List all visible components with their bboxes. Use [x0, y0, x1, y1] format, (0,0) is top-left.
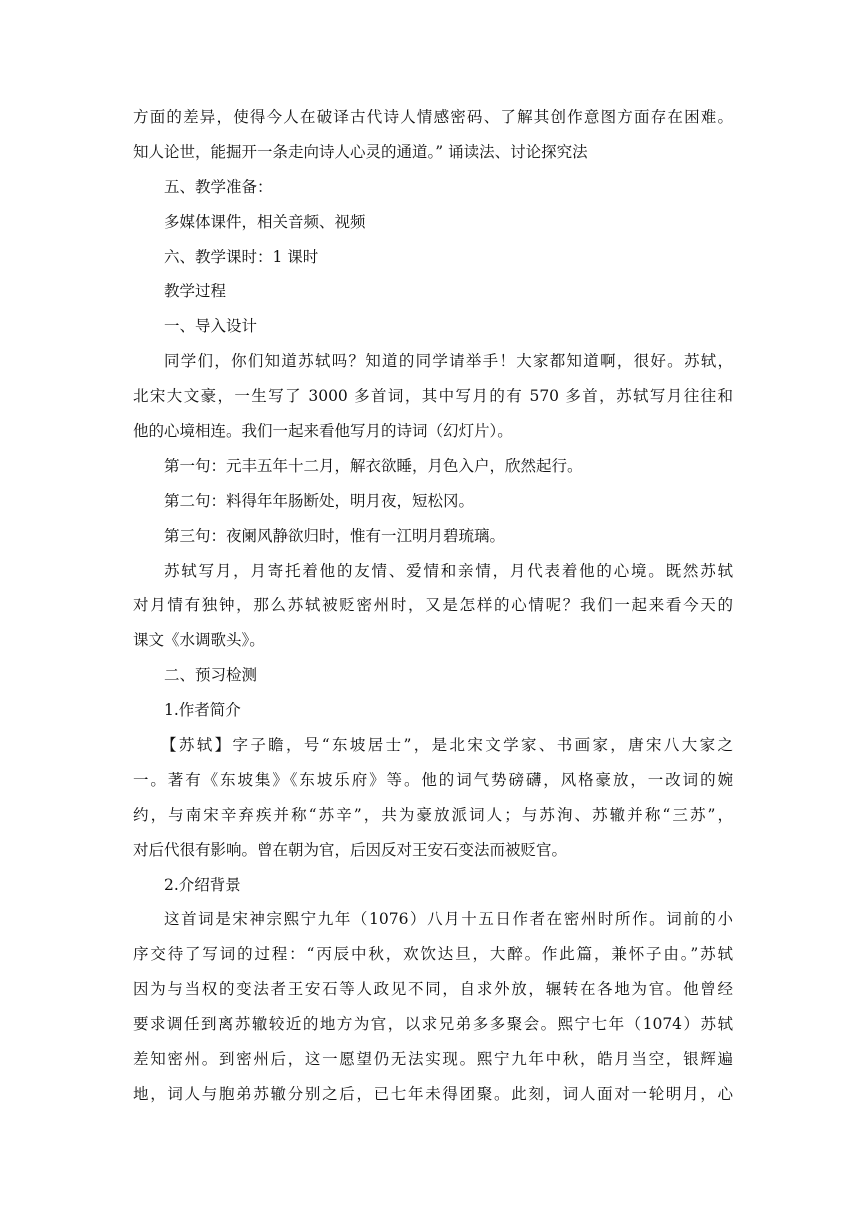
text-line-21: 约，与南宋辛弃疾并称“苏辛”，共为豪放派词人；与苏洵、苏辙并称“三苏”，	[133, 805, 733, 824]
text-line-15: 对月情有独钟，那么苏轼被贬密州时，又是怎样的心情呢？我们一起来看今天的	[133, 596, 733, 615]
text-line-28: 差知密州。到密州后，这一愿望仍无法实现。熙宁九年中秋，皓月当空，银辉遍	[133, 1050, 733, 1069]
text-line-25: 序交待了写词的过程：“丙辰中秋，欢饮达旦，大醉。作此篇，兼怀子由。”苏轼	[133, 945, 733, 964]
text-line-22: 对后代很有影响。曾在朝为官，后因反对王安石变法而被贬官。	[133, 840, 568, 859]
text-line-27: 要求调任到离苏辙较近的地方为官，以求兄弟多多聚会。熙宁七年（1074）苏轼	[133, 1015, 733, 1034]
text-line-16: 课文《水调歌头》。	[133, 631, 265, 650]
text-line-20: 一。著有《东坡集》《东坡乐府》等。他的词气势磅礴，风格豪放，一改词的婉	[133, 770, 733, 789]
text-line-4: 多媒体课件，相关音频、视频	[164, 212, 366, 231]
heading-introduction-design: 一、导入设计	[164, 317, 258, 336]
heading-teaching-preparation: 五、教学准备：	[164, 177, 273, 196]
heading-preview-check: 二、预习检测	[164, 666, 258, 685]
text-line-11: 第一句：元丰五年十二月，解衣欲睡，月色入户，欣然起行。	[164, 456, 583, 475]
text-line-29: 地，词人与胞弟苏辙分别之后，已七年未得团聚。此刻，词人面对一轮明月，心	[133, 1084, 733, 1103]
heading-teaching-hours: 六、教学课时：1 课时	[164, 247, 319, 266]
document-page	[133, 100, 733, 1112]
text-line-14: 苏轼写月，月寄托着他的友情、爱情和亲情，月代表着他的心境。既然苏轼	[164, 561, 733, 580]
text-line-13: 第三句：夜阑风静欲归时，惟有一江明月碧琉璃。	[164, 526, 506, 545]
text-line-9: 北宋大文豪，一生写了 3000 多首词，其中写月的有 570 多首，苏轼写月往往和	[133, 387, 733, 406]
text-line-1: 方面的差异，使得今人在破译古代诗人情感密码、了解其创作意图方面存在困难。	[133, 108, 733, 126]
text-line-26: 因为与当权的变法者王安石等人政见不同，自求外放，辗转在各地为官。他曾经	[133, 980, 733, 999]
heading-teaching-process: 教学过程	[164, 282, 227, 301]
text-line-19: 【苏轼】字子瞻，号“东坡居士”，是北宋文学家、书画家，唐宋八大家之	[161, 736, 733, 755]
heading-author-intro: 1.作者简介	[164, 701, 241, 720]
text-line-24: 这首词是宋神宗熙宁九年（1076）八月十五日作者在密州时所作。词前的小	[164, 910, 733, 929]
text-line-2: 知人论世，能掘开一条走向诗人心灵的通道。” 诵读法、讨论探究法	[133, 142, 588, 161]
heading-background: 2.介绍背景	[164, 875, 241, 894]
text-line-10: 他的心境相连。我们一起来看他写月的诗词（幻灯片）。	[133, 422, 513, 441]
text-line-8: 同学们，你们知道苏轼吗？知道的同学请举手！大家都知道啊，很好。苏轼，	[164, 352, 733, 371]
text-line-12: 第二句：料得年年肠断处，明月夜，短松冈。	[164, 491, 475, 510]
